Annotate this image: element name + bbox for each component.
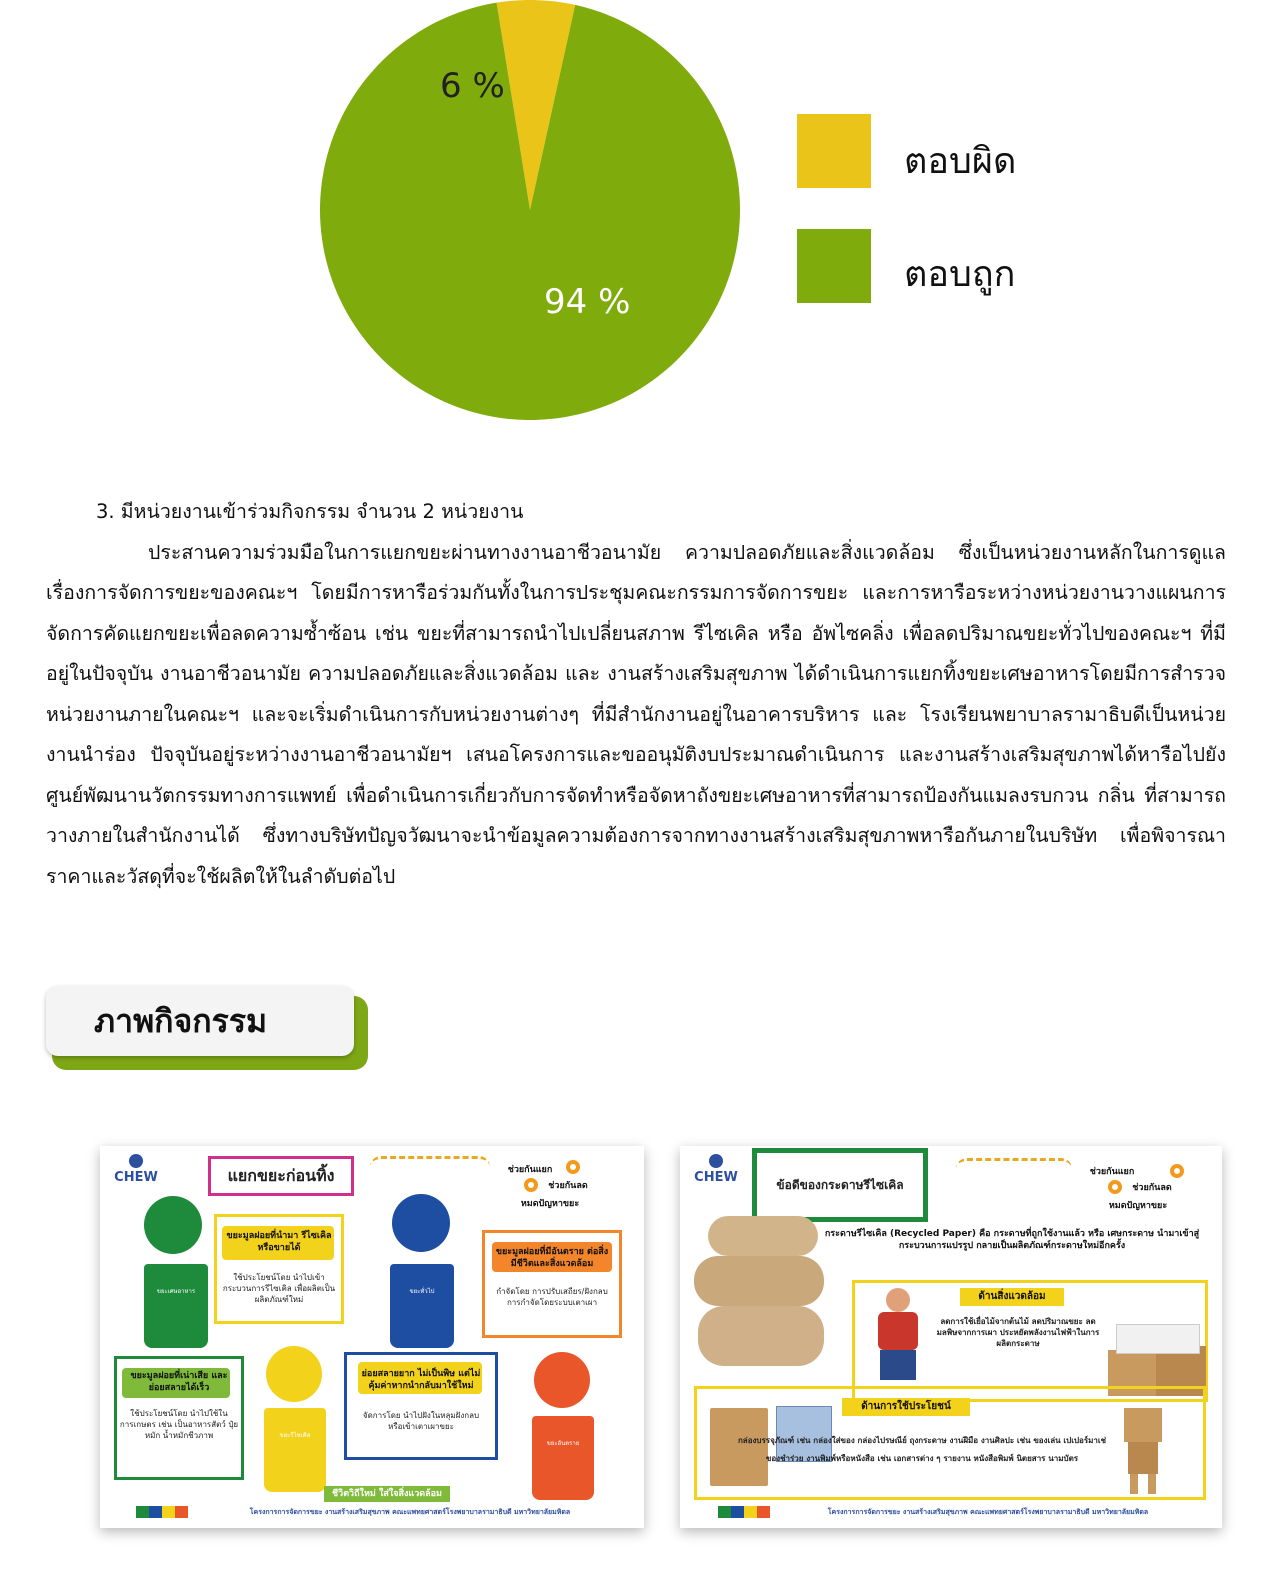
orange-dot-icon (524, 1178, 538, 1192)
logo-emblem-icon (129, 1154, 143, 1168)
poster2-footer: โครงการการจัดการขยะ งานสร้างเสริมสุขภาพ คณะแพทยศาสตร์โรงพยาบาลรามาธิบดี มหาวิทยาลัยมหิดล (827, 1508, 1149, 1516)
green-circle-icon (144, 1196, 202, 1254)
logo-text: CHEW (694, 1170, 738, 1185)
intro-text: กระดาษรีไซเคิล (Recycled Paper) คือ กระดาษที่ถูกใช้งานแล้ว หรือ เศษกระดาษ นำมาเข้าสู่กระบวนการแปรรูป กลายเป็นผลิตภัณฑ์กระดาษใหม่อีกครั้ง (824, 1229, 1200, 1251)
hazard-body: กำจัดโดย การปรับเสถียร/ฝังกลบ การกำจัดโดยระบบเตาเผา (496, 1287, 608, 1307)
green-bin-icon (144, 1264, 208, 1348)
pie-label-wrong: 6 % (440, 66, 505, 106)
logo-text: CHEW (114, 1170, 158, 1185)
tag-sort: ช่วยกันแยก (1089, 1167, 1135, 1177)
orange-dot-icon (1108, 1180, 1122, 1194)
box-robot-image (1118, 1408, 1168, 1494)
legend-swatch-wrong (797, 114, 871, 188)
yellow-bin-icon (264, 1408, 326, 1492)
tag-reduce: ช่วยกันลด (1132, 1183, 1172, 1193)
env-head: ด้านสิ่งแวดล้อม (960, 1288, 1064, 1306)
blue-bin-icon (390, 1264, 454, 1348)
recycle-body: ใช้ประโยชน์โดย นำไปเข้ากระบวนการรีไซเคิล เพื่อผลิตเป็นผลิตภัณฑ์ใหม่ (222, 1273, 336, 1304)
tag-no-waste: หมดปัญหาขยะ (520, 1199, 580, 1209)
orange-dot-icon (1170, 1164, 1184, 1178)
poster1-footer: โครงการการจัดการขยะ งานสร้างเสริมสุขภาพ คณะแพทยศาสตร์โรงพยาบาลรามาธิบดี มหาวิทยาลัยมหิดล (249, 1508, 571, 1516)
legend-label-wrong: ตอบผิด (904, 141, 1017, 182)
man-illustration (864, 1284, 934, 1384)
tag-reduce: ช่วยกันลด (548, 1181, 588, 1191)
poster1-title: แยกขยะก่อนทิ้ง (208, 1156, 354, 1196)
hazard-head: ขยะมูลฝอยที่มีอันตราย ต่อสิ่งมีชีวิตและสิ่งแวดล้อม (495, 1247, 609, 1269)
organic-head: ขยะมูลฝอยที่เน่าเสีย และย่อยสลายได้เร็ว (130, 1371, 228, 1393)
section-title: ภาพกิจกรรม (46, 986, 354, 1056)
orange-dot-icon (566, 1160, 580, 1174)
bin-red-label: ขยะอันตราย (546, 1440, 580, 1447)
tag-no-waste: หมดปัญหาขยะ (1108, 1201, 1168, 1211)
mini-bins-icon (136, 1506, 188, 1518)
yellow-circle-icon (266, 1346, 322, 1402)
poster-waste-sorting (100, 1146, 644, 1528)
body-text (46, 492, 1226, 897)
mini-bins-icon (718, 1506, 770, 1518)
item-paragraph: ประสานความร่วมมือในการแยกขยะผ่านทางงานอาชีวอนามัย ความปลอดภัยและสิ่งแวดล้อม ซึ่งเป็นหน่วยงานหลักในการดูแลเรื่องการจัดการขยะของคณะฯ โดยมีการหารือร่วมกันทั้งในการประชุมคณะกรรมการจัดการขยะ และการหารือระหว่างหน่วยงานวางแผนการจัดการคัดแยกขยะเพื่อลดความซ้ำซ้อน เช่น ขยะที่สามารถนำไปเปลี่ยนสภาพ รีไซเคิล หรือ อัพไซคลิ่ง เพื่อลดปริมาณขยะทั่วไปของคณะฯ ที่มีอยู่ในปัจจุบัน งานอาชีวอนามัย ความปลอดภัยและสิ่งแวดล้อม และ งานสร้างเสริมสุขภาพ ได้ดำเนินการแยกทิ้งขยะเศษอาหารโดยมีการสำรวจหน่วยงานภายในคณะฯ และจะเริ่มดำเนินการกับหน่วยงานต่างๆ ที่มีสำนักงานอยู่ในอาคารบริหาร และ โรงเรียนพยาบาลรามาธิบดีเป็นหน่วยงานนำร่อง ปัจจุบันอยู่ระหว่างงานอาชีวอนามัยฯ เสนอโครงการและขออนุมัติงบประมาณดำเนินการ และงานสร้างเสริมสุขภาพได้หารือไปยังศูนย์พัฒนานวัตกรรมทางการแพทย์ เพื่อดำเนินการเกี่ยวกับการจัดทำหรือจัดหาถังขยะเศษอาหารที่สามารถป้องกันแมลงรบกวน กลิ่น ที่สามารถวางภายในสำนักงานได้ ซึ่งทางบริษัทปัญจวัฒนาจะนำข้อมูลความต้องการจากทางงานสร้างเสริมสุขภาพหารือกันภายในบริษัท เพื่อพิจารณาราคาและวัสดุที่จะใช้ผลิตให้ในลำดับต่อไป (46, 540, 1226, 888)
use-head: ด้านการใช้ประโยชน์ (842, 1398, 970, 1416)
item-heading: 3. มีหน่วยงานเข้าร่วมกิจกรรม จำนวน 2 หน่วยงาน (96, 500, 524, 523)
poster2-title: ข้อดีของกระดาษรีไซเคิล (752, 1148, 928, 1222)
legend-swatch-correct (797, 229, 871, 303)
env-body: ลดการใช้เยื่อไม้จากต้นไม้ ลดปริมาณขยะ ลดมลพิษจากการเผา ประหยัดพลังงานไฟฟ้าในการผลิตกระดาษ (936, 1317, 1100, 1348)
blue-circle-icon (392, 1194, 450, 1252)
organic-body: ใช้ประโยชน์โดย นำไปใช้ในการเกษตร เช่น เป็นอาหารสัตว์ ปุ๋ยหมัก น้ำหมักชีวภาพ (119, 1409, 239, 1440)
tag-sort: ช่วยกันแยก (507, 1165, 553, 1175)
poster-recycled-paper (680, 1146, 1222, 1528)
slogan-banner: ชีวิตวิถีใหม่ ใส่ใจสิ่งแวดล้อม (324, 1486, 450, 1502)
logo-emblem-icon (709, 1154, 723, 1168)
chew-logo (106, 1154, 166, 1185)
general-head: ย่อยสลายยาก ไม่เป็นพิษ แต่ไม่คุ้มค่าหากนำกลับมาใช้ใหม่ (361, 1369, 481, 1391)
section-title-badge (46, 986, 368, 1070)
use-body: กล่องบรรจุภัณฑ์ เช่น กล่องใส่ของ กล่องไปรษณีย์ ถุงกระดาษ งานฝีมือ งานศิลปะ เช่น ของเล่น เปเปอร์มาเช่ ของชำร่วย งานพิมพ์หรือหนังสือ เช่น เอกสารต่าง ๆ รายงาน หนังสือพิมพ์ นิตยสาร นามบัตร (737, 1436, 1107, 1463)
bin-yellow-label: ขยะรีไซเคิล (279, 1432, 311, 1439)
squiggle-decoration (370, 1156, 490, 1178)
bin-green-label: ขยะเศษอาหาร (156, 1288, 196, 1295)
chew-logo (686, 1154, 746, 1185)
red-circle-icon (534, 1352, 590, 1408)
general-body: จัดการโดย นำไปฝังในหลุมฝังกลบ หรือเข้าเตาเผาขยะ (362, 1411, 480, 1431)
squiggle-decoration (956, 1158, 1072, 1180)
pie-label-correct: 94 % (544, 282, 631, 322)
bin-blue-label: ขยะทั่วไป (409, 1288, 435, 1295)
red-bin-icon (532, 1416, 594, 1500)
recycle-head: ขยะมูลฝอยที่นำมา รีไซเคิลหรือขายได้ (226, 1231, 332, 1253)
legend-label-correct: ตอบถูก (904, 254, 1016, 295)
pie-chart (320, 0, 740, 420)
paper-cup-holder-image (688, 1206, 832, 1376)
